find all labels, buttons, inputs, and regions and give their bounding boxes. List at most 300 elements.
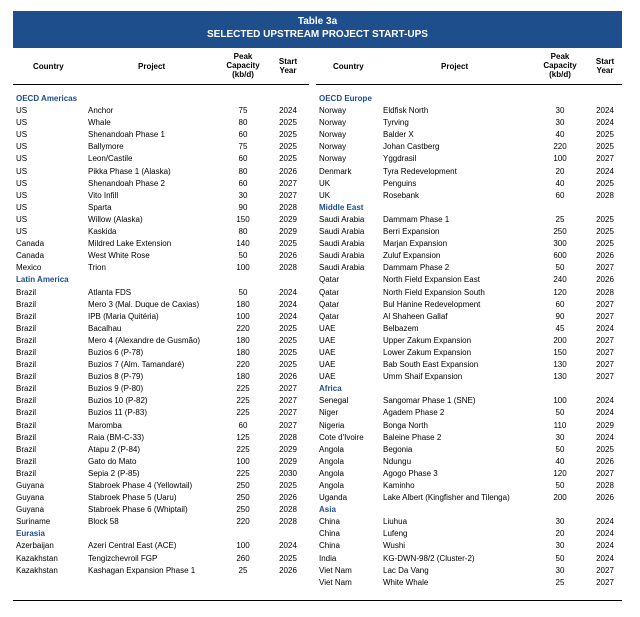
country-cell: Senegal (319, 396, 349, 406)
project-cell: Pikka Phase 1 (Alaska) (88, 166, 171, 176)
capacity-cell: 260 (236, 553, 250, 563)
country-cell: Norway (319, 130, 347, 140)
table-row (316, 359, 622, 371)
section-row (13, 93, 309, 105)
project-cell: Sepia 2 (P-85) (88, 468, 140, 478)
table-row (13, 129, 309, 141)
project-cell: Buzios 8 (P-79) (88, 372, 144, 382)
country-cell: Brazil (16, 408, 37, 418)
country-cell: Kazakhstan (16, 565, 58, 575)
table-title: SELECTED UPSTREAM PROJECT START-UPS (207, 29, 428, 40)
table-row (13, 516, 309, 528)
table-row (13, 420, 309, 432)
country-cell: Brazil (16, 360, 37, 370)
year-cell: 2029 (279, 227, 297, 237)
country-cell: Saudi Arabia (319, 239, 365, 249)
country-cell: Brazil (16, 287, 37, 297)
table-row (13, 287, 309, 299)
capacity-cell: 130 (553, 372, 567, 382)
table-row (13, 504, 309, 516)
capacity-cell: 30 (555, 432, 565, 442)
year-cell: 2028 (279, 202, 297, 212)
capacity-cell: 25 (238, 565, 248, 575)
table-row (13, 178, 309, 190)
header-start: Start (278, 57, 298, 66)
section-label: Eurasia (16, 529, 45, 539)
header-peak-capacity (221, 52, 265, 79)
capacity-cell: 220 (553, 142, 567, 152)
year-cell: 2027 (596, 565, 614, 575)
header-capacity: Capacity (226, 61, 260, 70)
year-cell: 2027 (596, 347, 614, 357)
right-table-body (316, 85, 622, 589)
year-cell: 2027 (279, 190, 297, 200)
table-row (316, 129, 622, 141)
country-cell: Guyana (16, 493, 45, 503)
year-cell: 2028 (596, 190, 614, 200)
country-cell: Brazil (16, 384, 37, 394)
table-row (316, 516, 622, 528)
table-row (316, 262, 622, 274)
section-label: Latin America (16, 275, 69, 285)
section-label: OECD Europe (319, 94, 372, 103)
capacity-cell: 60 (555, 299, 565, 309)
table-row (13, 359, 309, 371)
table-row (316, 323, 622, 335)
country-cell: US (16, 118, 28, 128)
country-cell: UAE (319, 347, 336, 357)
table-title-bar (13, 11, 622, 48)
capacity-cell: 75 (238, 142, 248, 152)
section-row (316, 504, 622, 516)
year-cell: 2027 (279, 408, 297, 418)
project-cell: Upper Zakum Expansion (383, 335, 472, 345)
capacity-cell: 225 (236, 408, 250, 418)
project-cell: Berri Expansion (383, 227, 440, 237)
table-row (13, 540, 309, 552)
year-cell: 2030 (279, 468, 297, 478)
year-cell: 2024 (596, 323, 614, 333)
year-cell: 2024 (596, 106, 614, 116)
project-cell: Shenandoah Phase 2 (88, 178, 165, 188)
country-cell: US (16, 142, 28, 152)
table-row (316, 335, 622, 347)
year-cell: 2025 (279, 118, 297, 128)
header-peak: Peak (550, 52, 570, 61)
capacity-cell: 100 (236, 311, 250, 321)
project-cell: Maromba (88, 420, 122, 430)
capacity-cell: 20 (555, 166, 565, 176)
country-cell: Guyana (16, 481, 45, 490)
year-cell: 2024 (596, 166, 614, 176)
year-cell: 2024 (596, 517, 614, 527)
header-project: Project (441, 62, 469, 71)
year-cell: 2027 (596, 468, 614, 478)
year-cell: 2026 (279, 493, 297, 503)
header-unit: (kb/d) (232, 70, 254, 79)
table-row (13, 202, 309, 214)
year-cell: 2024 (279, 287, 297, 297)
country-cell: Brazil (16, 468, 37, 478)
capacity-cell: 120 (553, 468, 567, 478)
capacity-cell: 150 (236, 214, 250, 224)
country-cell: China (319, 529, 340, 539)
capacity-cell: 225 (236, 468, 250, 478)
table-row (316, 287, 622, 299)
project-cell: IPB (Maria Quitéria) (88, 311, 159, 321)
year-cell: 2027 (596, 154, 614, 164)
country-cell: UAE (319, 335, 336, 345)
year-cell: 2027 (596, 360, 614, 370)
table-row (13, 238, 309, 250)
project-cell: Bacalhau (88, 323, 122, 333)
year-cell: 2026 (596, 275, 614, 285)
project-cell: Lake Albert (Kingfisher and Tilenga) (383, 493, 510, 503)
year-cell: 2024 (279, 541, 297, 551)
section-row (13, 528, 309, 540)
country-cell: Norway (319, 154, 347, 164)
country-cell: Norway (319, 106, 347, 116)
table-row (13, 444, 309, 456)
country-cell: India (319, 553, 337, 563)
year-cell: 2024 (596, 408, 614, 418)
capacity-cell: 25 (555, 214, 565, 224)
project-cell: KG-DWN-98/2 (Cluster-2) (383, 553, 475, 563)
header-year: Year (596, 66, 614, 75)
project-cell: Atlanta FDS (88, 287, 132, 297)
capacity-cell: 250 (553, 227, 567, 237)
table-row (13, 190, 309, 202)
capacity-cell: 50 (555, 444, 565, 454)
project-cell: North Field Expansion East (383, 275, 480, 285)
table-row (13, 250, 309, 262)
country-cell: Qatar (319, 299, 340, 309)
year-cell: 2025 (279, 481, 297, 490)
table-row (13, 407, 309, 419)
country-cell: US (16, 166, 28, 176)
capacity-cell: 180 (236, 347, 250, 357)
year-cell: 2025 (596, 142, 614, 152)
table-row (13, 480, 309, 492)
country-cell: US (16, 202, 28, 212)
country-cell: UK (319, 178, 331, 188)
project-cell: Yggdrasil (383, 154, 417, 164)
country-cell: Suriname (16, 517, 51, 527)
capacity-cell: 180 (236, 372, 250, 382)
table-row (13, 553, 309, 565)
project-cell: Bonga North (383, 420, 428, 430)
capacity-cell: 40 (555, 456, 565, 466)
header-peak: Peak (233, 52, 253, 61)
project-cell: Zuluf Expansion (383, 251, 441, 261)
table-row (316, 540, 622, 552)
table-row (13, 323, 309, 335)
capacity-cell: 120 (553, 287, 567, 297)
year-cell: 2029 (279, 444, 297, 454)
table-row (316, 250, 622, 262)
year-cell: 2026 (596, 251, 614, 261)
project-cell: Gato do Mato (88, 456, 137, 466)
table-row (316, 105, 622, 117)
capacity-cell: 30 (555, 517, 565, 527)
table-row (316, 565, 622, 577)
project-cell: Marjan Expansion (383, 239, 448, 249)
year-cell: 2025 (279, 553, 297, 563)
capacity-cell: 50 (238, 251, 248, 261)
year-cell: 2025 (279, 239, 297, 249)
year-cell: 2027 (596, 577, 614, 587)
capacity-cell: 90 (555, 311, 565, 321)
table-row (13, 214, 309, 226)
country-cell: Brazil (16, 335, 37, 345)
project-cell: Mildred Lake Extension (88, 239, 172, 249)
capacity-cell: 220 (236, 517, 250, 527)
project-cell: Stabroek Phase 5 (Uaru) (88, 493, 177, 503)
table-row (13, 468, 309, 480)
year-cell: 2027 (596, 299, 614, 309)
year-cell: 2027 (279, 420, 297, 430)
project-cell: Anchor (88, 106, 114, 116)
year-cell: 2025 (596, 178, 614, 188)
table-row (13, 117, 309, 129)
country-cell: Brazil (16, 456, 37, 466)
header-year: Year (279, 66, 297, 75)
table-row (13, 311, 309, 323)
project-cell: Stabroek Phase 4 (Yellowtail) (88, 481, 193, 490)
header-start: Start (595, 57, 615, 66)
table-row (316, 432, 622, 444)
section-row (316, 93, 622, 105)
country-cell: Mexico (16, 263, 42, 273)
table-row (13, 299, 309, 311)
table-row (316, 238, 622, 250)
project-cell: Atapu 2 (P-84) (88, 444, 141, 454)
table-row (316, 444, 622, 456)
table-row (316, 299, 622, 311)
year-cell: 2028 (596, 481, 614, 490)
project-cell: Mero 3 (Mal. Duque de Caxias) (88, 299, 200, 309)
capacity-cell: 30 (238, 190, 248, 200)
header-peak-capacity (538, 52, 582, 79)
table-row (316, 395, 622, 407)
year-cell: 2024 (596, 118, 614, 128)
table-row (316, 371, 622, 383)
country-cell: Brazil (16, 420, 37, 430)
capacity-cell: 75 (238, 106, 248, 116)
table-row (316, 456, 622, 468)
project-cell: Buzios 9 (P-80) (88, 384, 144, 394)
table-row (13, 226, 309, 238)
country-cell: US (16, 214, 28, 224)
capacity-cell: 60 (238, 420, 248, 430)
project-cell: Dammam Phase 2 (383, 263, 450, 273)
year-cell: 2026 (279, 565, 297, 575)
project-cell: Vito Infill (88, 190, 119, 200)
country-cell: China (319, 541, 340, 551)
project-cell: Bab South East Expansion (383, 360, 479, 370)
header-start-year (273, 57, 303, 75)
year-cell: 2028 (279, 517, 297, 527)
project-cell: Liuhua (383, 517, 408, 527)
year-cell: 2025 (279, 335, 297, 345)
project-cell: Buzios 7 (Alm. Tamandaré) (88, 360, 185, 370)
country-cell: Brazil (16, 396, 37, 406)
capacity-cell: 180 (236, 335, 250, 345)
country-cell: Qatar (319, 287, 340, 297)
capacity-cell: 50 (238, 287, 248, 297)
project-cell: Trion (88, 263, 106, 273)
country-cell: Uganda (319, 493, 348, 503)
table-row (316, 492, 622, 504)
table-row (13, 166, 309, 178)
country-cell: Brazil (16, 444, 37, 454)
capacity-cell: 100 (236, 541, 250, 551)
year-cell: 2028 (279, 432, 297, 442)
left-table-header (13, 50, 309, 85)
country-cell: Angola (319, 444, 344, 454)
year-cell: 2028 (279, 505, 297, 515)
country-cell: Viet Nam (319, 577, 352, 587)
year-cell: 2025 (279, 130, 297, 140)
country-cell: US (16, 106, 28, 116)
capacity-cell: 100 (236, 456, 250, 466)
capacity-cell: 240 (553, 275, 567, 285)
project-cell: Penguins (383, 178, 417, 188)
year-cell: 2024 (596, 432, 614, 442)
year-cell: 2025 (279, 347, 297, 357)
year-cell: 2024 (596, 541, 614, 551)
project-cell: Leon/Castile (88, 154, 133, 164)
project-cell: Baleine Phase 2 (383, 432, 442, 442)
project-cell: Sangomar Phase 1 (SNE) (383, 396, 476, 406)
project-cell: Agogo Phase 3 (383, 468, 438, 478)
table-row (13, 432, 309, 444)
table-row (13, 383, 309, 395)
country-cell: Denmark (319, 166, 352, 176)
project-cell: Raia (BM-C-33) (88, 432, 145, 442)
country-cell: Azerbaijan (16, 541, 54, 551)
table-row (316, 117, 622, 129)
section-label: Asia (319, 505, 336, 515)
capacity-cell: 220 (236, 323, 250, 333)
year-cell: 2027 (279, 384, 297, 394)
year-cell: 2024 (279, 106, 297, 116)
project-cell: Kaskida (88, 227, 117, 237)
capacity-cell: 45 (555, 323, 565, 333)
year-cell: 2029 (596, 420, 614, 430)
table-bottom-rule (13, 600, 622, 601)
country-cell: Cote d'Ivoire (319, 432, 364, 442)
year-cell: 2025 (596, 227, 614, 237)
year-cell: 2027 (596, 372, 614, 382)
capacity-cell: 600 (553, 251, 567, 261)
capacity-cell: 180 (236, 299, 250, 309)
country-cell: Norway (319, 142, 347, 152)
capacity-cell: 60 (238, 154, 248, 164)
capacity-cell: 250 (236, 481, 250, 490)
capacity-cell: 25 (555, 577, 565, 587)
capacity-cell: 30 (555, 106, 565, 116)
year-cell: 2025 (279, 142, 297, 152)
project-cell: Al Shaheen Gallaf (383, 311, 448, 321)
capacity-cell: 80 (238, 118, 248, 128)
capacity-cell: 50 (555, 553, 565, 563)
capacity-cell: 200 (553, 493, 567, 503)
year-cell: 2024 (279, 299, 297, 309)
project-cell: Lower Zakum Expansion (383, 347, 472, 357)
year-cell: 2027 (279, 178, 297, 188)
year-cell: 2025 (279, 360, 297, 370)
year-cell: 2026 (279, 251, 297, 261)
table-row (316, 141, 622, 153)
project-cell: Shenandoah Phase 1 (88, 130, 165, 140)
capacity-cell: 60 (555, 190, 565, 200)
project-cell: Ndungu (383, 456, 412, 466)
country-cell: Angola (319, 456, 344, 466)
project-cell: Buzios 6 (P-78) (88, 347, 144, 357)
section-row (316, 383, 622, 395)
capacity-cell: 40 (555, 178, 565, 188)
table-row (13, 565, 309, 577)
right-table (316, 50, 622, 589)
table-row (316, 274, 622, 286)
section-row (13, 274, 309, 286)
country-cell: US (16, 227, 28, 237)
capacity-cell: 140 (236, 239, 250, 249)
country-cell: Viet Nam (319, 565, 352, 575)
project-cell: Kaminho (383, 481, 415, 490)
country-cell: Brazil (16, 323, 37, 333)
country-cell: UAE (319, 323, 336, 333)
year-cell: 2025 (596, 214, 614, 224)
table-row (316, 214, 622, 226)
project-cell: Belbazem (383, 323, 419, 333)
project-cell: Block 58 (88, 517, 119, 527)
year-cell: 2029 (279, 214, 297, 224)
capacity-cell: 90 (238, 202, 248, 212)
country-cell: Niger (319, 408, 339, 418)
project-cell: Wushi (383, 541, 406, 551)
project-cell: Tyrving (383, 118, 409, 128)
table-row (316, 166, 622, 178)
project-cell: Dammam Phase 1 (383, 214, 450, 224)
year-cell: 2027 (596, 263, 614, 273)
country-cell: Kazakhstan (16, 553, 58, 563)
capacity-cell: 100 (553, 154, 567, 164)
capacity-cell: 80 (238, 166, 248, 176)
project-cell: Agadem Phase 2 (383, 408, 445, 418)
country-cell: US (16, 130, 28, 140)
table-row (13, 492, 309, 504)
year-cell: 2024 (596, 553, 614, 563)
year-cell: 2026 (596, 456, 614, 466)
project-cell: West White Rose (88, 251, 150, 261)
country-cell: US (16, 154, 28, 164)
project-cell: Buzios 11 (P-83) (88, 408, 147, 418)
table-row (316, 153, 622, 165)
capacity-cell: 200 (553, 335, 567, 345)
country-cell: Brazil (16, 372, 37, 382)
project-cell: Johan Castberg (383, 142, 440, 152)
right-table-header (316, 50, 622, 85)
header-country: Country (33, 62, 64, 71)
country-cell: Saudi Arabia (319, 227, 365, 237)
year-cell: 2026 (279, 372, 297, 382)
year-cell: 2029 (279, 456, 297, 466)
year-cell: 2025 (596, 444, 614, 454)
year-cell: 2024 (279, 311, 297, 321)
table-row (316, 226, 622, 238)
